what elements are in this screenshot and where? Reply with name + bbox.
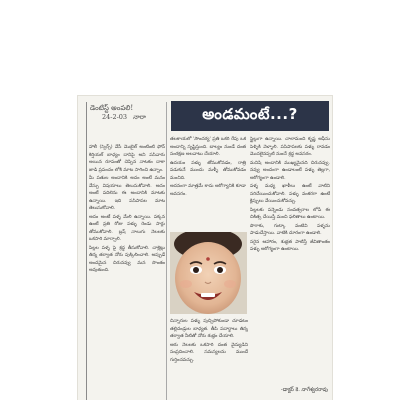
article-headline: అండమంటే...? bbox=[171, 101, 329, 131]
paragraph: సరైన ఆహారం, శుభ్రత పాటిస్తే జీవితాంతం పళ్ళు ఆరోగ్యంగా ఉంటాయి. bbox=[250, 239, 330, 252]
paragraph: పళ్ళ మధ్య ఖాళీలు ఉంటే వాటిని సరిచేయించుకోవాలి. పళ్ళు వంకరగా ఉంటే క్లిప్పులు వేయించుకోవచ్చు. bbox=[250, 184, 330, 204]
article-byline: -డాక్టర్ కె. నాగేశ్వరరావు bbox=[280, 387, 328, 393]
paragraph: చిన్నారుల పళ్ళు పుచ్చిపోకుండా చూడటం తల్లిదండ్రుల బాధ్యత. తీపి పదార్థాలు తిన్న తర్వాత నీటితో నోరు శుభ్రం చేయాలి. bbox=[170, 319, 248, 339]
paragraph: అదనంగా మాత్రమే కాదు ఆరోగ్యానికి కూడా అవసరం. bbox=[170, 184, 246, 197]
paragraph: హాలీ (స్పెర్స్) వేసే మొబైల్ అంటింటి ఫోన్ కెర్షియల్ బాధ్యం దానిపై అని పసివారు అయిన రూపంతో చెప్పిన నాటకం దాకా జాడి ప్రపంచం లోకి మాట సాగించి ఉన్నాం. bbox=[89, 145, 165, 173]
article-column-left bbox=[89, 144, 165, 400]
paragraph: పిల్లలకు పన్నెండు సంవత్సరాల లోపే ఈ చికిత్స చేయిస్తే మంచి ఫలితాలు ఉంటాయి. bbox=[250, 207, 330, 220]
child-face-illustration bbox=[170, 232, 247, 314]
handwritten-note bbox=[90, 104, 166, 121]
handwritten-signature: నారా bbox=[133, 113, 147, 121]
article-column-middle-top bbox=[170, 136, 246, 231]
handwritten-date: 24-2-03 నారా bbox=[102, 113, 147, 121]
paragraph: స్టైల్లుగా ఉన్నాయి. చాలామంది కృష్ణ ఆఫీసు పెళ్ళికి వెళ్ళాలి. పసిపాపలకు పళ్ళు రావడం మొదలైనప్పటి నుంచే శ్రద్ధ అవసరం. bbox=[250, 137, 330, 157]
paragraph: పిల్లల పళ్ళ పై శ్రద్ధ తీసుకోవాలి. చాక్లెట్లు తిన్న తర్వాత నోరు పుక్కిలించాలి. అప్పుడే అందమైన చిరునవ్వు మన సొంతం అవుతుంది. bbox=[89, 245, 165, 273]
paragraph: తలకాయలో 'సౌందర్య' ప్రతి ఒకరి రేపు ఒక అందాన్ని సృష్టిస్తుంది. బాల్యం నుండే దంత సంరక్షణ అలవాటు చేయాలి. bbox=[170, 137, 246, 157]
column-rule bbox=[86, 102, 87, 400]
paragraph: పొగాకు, గుట్కా వంటివి పళ్ళను పాడుచేస్తాయి. వాటికి దూరంగా ఉండాలి. bbox=[250, 223, 330, 236]
article-column-right bbox=[250, 136, 330, 398]
paragraph: అదం అంటే పళ్ళ మేలి ఉన్నాయి. పక్కన ఉంటే ప్రతి రోజు పళ్ళు రెండు సార్లు తోముకోవాలి. బ్రష్ నాలుగు నెలలకు ఒకసారి మార్చాలి. bbox=[89, 214, 165, 242]
paragraph: ఉదయం పళ్ళు తోముకోవడం, రాత్రి పడుకునే ముందు మళ్ళీ తోముకోవడం మంచిది. bbox=[170, 160, 246, 181]
paragraph: మీ పతుల అందానికి అదం అంటే మనం వేస్పు విషయాలు తెలుసుకోవాలి. అదం అంటే పదిలెను ఈ అందానికి మాటకు ఉన్నాయి. ఇది పసిపాపల మాట తెలుసుకోవాలి. bbox=[89, 176, 165, 211]
paragraph: మనిషి అందానికి ముఖ్యమైనది చిరునవ్వు. నవ్వు అందంగా ఉండాలంటే పళ్ళు తెల్లగా, ఆరోగ్యంగా ఉండాలి. bbox=[250, 160, 330, 181]
smiling-child-photo bbox=[170, 232, 247, 314]
handwritten-title: డెంటిస్ట్ అంపలి! bbox=[90, 104, 134, 112]
article-column-middle-bottom bbox=[170, 318, 248, 400]
newspaper-clipping bbox=[78, 96, 332, 400]
paragraph: ఆరు నెలలకు ఒకసారి దంత వైద్యుడిని సంప్రదించాలి. సమస్యలను ముందే గుర్తించవచ్చు. bbox=[170, 342, 248, 363]
column-rule bbox=[166, 102, 167, 400]
